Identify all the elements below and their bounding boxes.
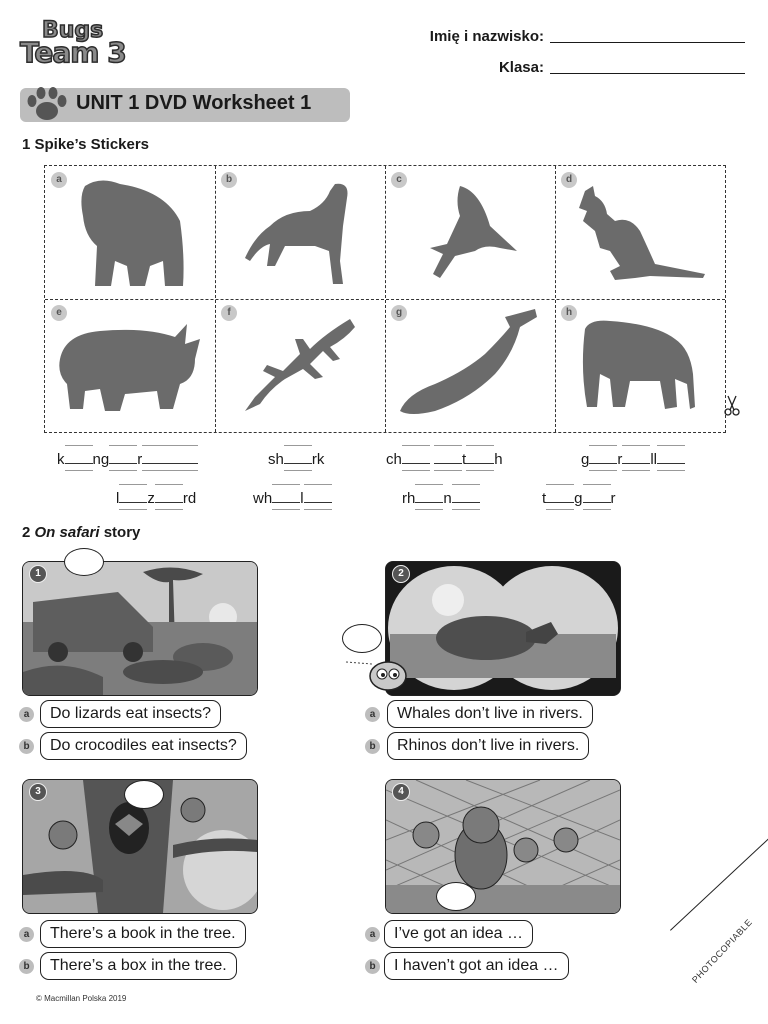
lizard-icon [215,299,385,432]
kangaroo-icon [555,166,725,299]
option-b-badge: b [365,739,380,754]
option-a-badge: a [365,927,380,942]
option-b-badge: b [19,959,34,974]
unit-title: UNIT 1 DVD Worksheet 1 [76,92,312,114]
scissors-icon [723,395,741,417]
sticker-letter: b [221,172,237,188]
option-b-badge: b [19,739,34,754]
option-4b[interactable]: I haven’t got an idea … [384,952,569,980]
sticker-letter: a [51,172,67,188]
speech-bubble [124,780,164,809]
sticker-letter: f [221,305,237,321]
sticker-letter: c [391,172,407,188]
tiger-icon [555,299,725,432]
section2-title [22,524,140,541]
sticker-b[interactable] [215,166,385,299]
paw-icon [24,84,70,124]
option-a-badge: a [365,707,380,722]
picture-number: 4 [392,783,410,801]
sticker-letter: d [561,172,577,188]
section2-title-rest: story [103,524,141,541]
option-1a[interactable]: Do lizards eat insects? [40,700,221,728]
sticker-letter: g [391,305,407,321]
speech-bubble [64,548,104,576]
section2-title-italic: On safari [34,524,100,541]
option-a-badge: a [19,927,34,942]
section2-number: 2 [22,524,31,541]
logo-line2: Team 3 [20,36,126,69]
sticker-grid [44,165,726,433]
corner-divider [670,835,768,931]
option-4a[interactable]: I’ve got an idea … [384,920,533,948]
name-label: Imię i nazwisko: [429,28,544,45]
whale-icon [385,299,555,432]
sticker-d[interactable] [555,166,725,299]
word-puzzle-gorilla[interactable]: g r ll [581,451,685,469]
word-puzzle-tiger[interactable]: t g r [542,490,616,507]
story-picture-1 [22,561,258,696]
bugs-team-logo [20,18,132,70]
word-puzzle-shark[interactable]: sh rk [268,451,325,468]
section1-title: 1 Spike’s Stickers [22,136,150,153]
sticker-h[interactable] [555,299,725,432]
cheetah-icon [215,166,385,299]
option-b-badge: b [365,959,380,974]
word-puzzle-kangaroo[interactable]: k ng r [57,451,198,469]
option-2b[interactable]: Rhinos don’t live in rivers. [387,732,589,760]
sticker-letter: h [561,305,577,321]
gorilla-icon [45,166,215,299]
class-field[interactable] [550,73,745,74]
shark-icon [385,166,555,299]
rhino-icon [45,299,215,432]
sticker-g[interactable] [385,299,555,432]
sticker-a[interactable] [45,166,215,299]
story-picture-4 [385,779,621,914]
class-label: Klasa: [498,59,544,76]
story-picture-2 [385,561,621,696]
option-1b[interactable]: Do crocodiles eat insects? [40,732,247,760]
word-puzzle-whale[interactable]: wh l [253,490,332,508]
picture-number: 2 [392,565,410,583]
option-3a[interactable]: There’s a book in the tree. [40,920,246,948]
photocopiable-label: PHOTOCOPIABLE [690,917,755,985]
sticker-letter: e [51,305,67,321]
word-puzzle-rhino[interactable]: rh n [402,490,480,508]
word-puzzle-cheetah[interactable]: ch t h [386,451,503,468]
option-a-badge: a [19,707,34,722]
copyright: © Macmillan Polska 2019 [36,994,127,1003]
picture-number: 3 [29,783,47,801]
logo-line1: Bugs [42,18,104,43]
picture-number: 1 [29,565,47,583]
bee-character-icon [344,652,414,694]
word-puzzle-lizard[interactable]: l z rd [116,490,197,507]
name-field[interactable] [550,42,745,43]
sticker-e[interactable] [45,299,215,432]
speech-bubble [436,882,476,911]
option-3b[interactable]: There’s a box in the tree. [40,952,237,980]
sticker-c[interactable] [385,166,555,299]
speech-bubble [342,624,382,653]
option-2a[interactable]: Whales don’t live in rivers. [387,700,593,728]
sticker-f[interactable] [215,299,385,432]
